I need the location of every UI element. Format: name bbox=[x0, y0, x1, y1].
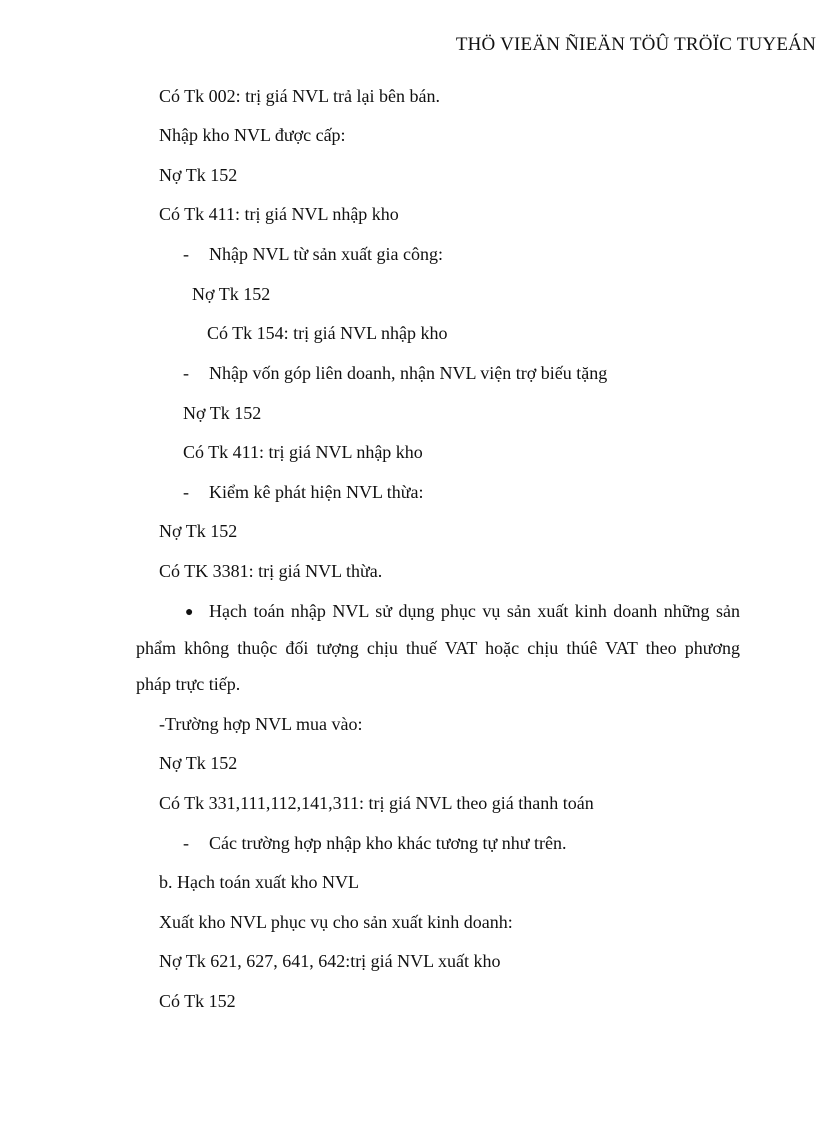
text-line: Nợ Tk 621, 627, 641, 642:trị giá NVL xuất kho bbox=[159, 951, 501, 971]
section-heading: b. Hạch toán xuất kho NVL bbox=[159, 872, 359, 892]
paragraph-line: pháp trực tiếp. bbox=[136, 674, 241, 694]
dash-marker: - bbox=[183, 244, 189, 264]
text-line: Xuất kho NVL phục vụ cho sản xuất kinh doanh: bbox=[159, 912, 513, 932]
text-line: -Trường hợp NVL mua vào: bbox=[159, 714, 363, 734]
text-line: Có Tk 154: trị giá NVL nhập kho bbox=[207, 323, 448, 343]
text-line: Có Tk 331,111,112,141,311: trị giá NVL theo giá thanh toán bbox=[159, 793, 594, 813]
dash-list-item bbox=[183, 832, 567, 854]
bullet-paragraph-line bbox=[185, 600, 740, 624]
text-line: Nợ Tk 152 bbox=[159, 521, 238, 541]
text-line: Nợ Tk 152 bbox=[159, 753, 238, 773]
dash-list-item bbox=[183, 481, 424, 503]
paragraph-line: phẩm không thuộc đối tượng chịu thuế VAT hoặc chịu thúê VAT theo phương bbox=[136, 638, 740, 658]
dash-marker: - bbox=[183, 363, 189, 383]
text-line: Có Tk 152 bbox=[159, 991, 236, 1011]
list-item-text: Nhập NVL từ sản xuất gia công: bbox=[209, 244, 444, 264]
page-header-title: THÖ VIEÄN ÑIEÄN TÖÛ TRÖÏC TUYEÁN bbox=[455, 34, 816, 55]
dash-list-item bbox=[183, 243, 443, 265]
text-line: Có Tk 002: trị giá NVL trả lại bên bán. bbox=[159, 86, 440, 106]
text-line: Có Tk 411: trị giá NVL nhập kho bbox=[183, 442, 423, 462]
text-line: Có Tk 411: trị giá NVL nhập kho bbox=[159, 204, 399, 224]
text-line: Có TK 3381: trị giá NVL thừa. bbox=[159, 561, 383, 581]
text-line: Nợ Tk 152 bbox=[159, 165, 238, 185]
list-item-text: Kiểm kê phát hiện NVL thừa: bbox=[209, 482, 424, 502]
list-item-text: Nhập vốn góp liên doanh, nhận NVL viện trợ biếu tặng bbox=[209, 363, 608, 383]
dash-marker: - bbox=[183, 482, 189, 502]
text-line: Nợ Tk 152 bbox=[192, 284, 271, 304]
text-line: Nợ Tk 152 bbox=[183, 403, 262, 423]
dash-list-item bbox=[183, 362, 607, 384]
text-line: Nhập kho NVL được cấp: bbox=[159, 125, 346, 145]
dash-marker: - bbox=[183, 833, 189, 853]
paragraph-text: Hạch toán nhập NVL sử dụng phục vụ sản xuất kinh doanh những sản bbox=[209, 601, 740, 621]
list-item-text: Các trường hợp nhập kho khác tương tự như trên. bbox=[209, 833, 567, 853]
bullet-marker: ● bbox=[185, 605, 194, 620]
